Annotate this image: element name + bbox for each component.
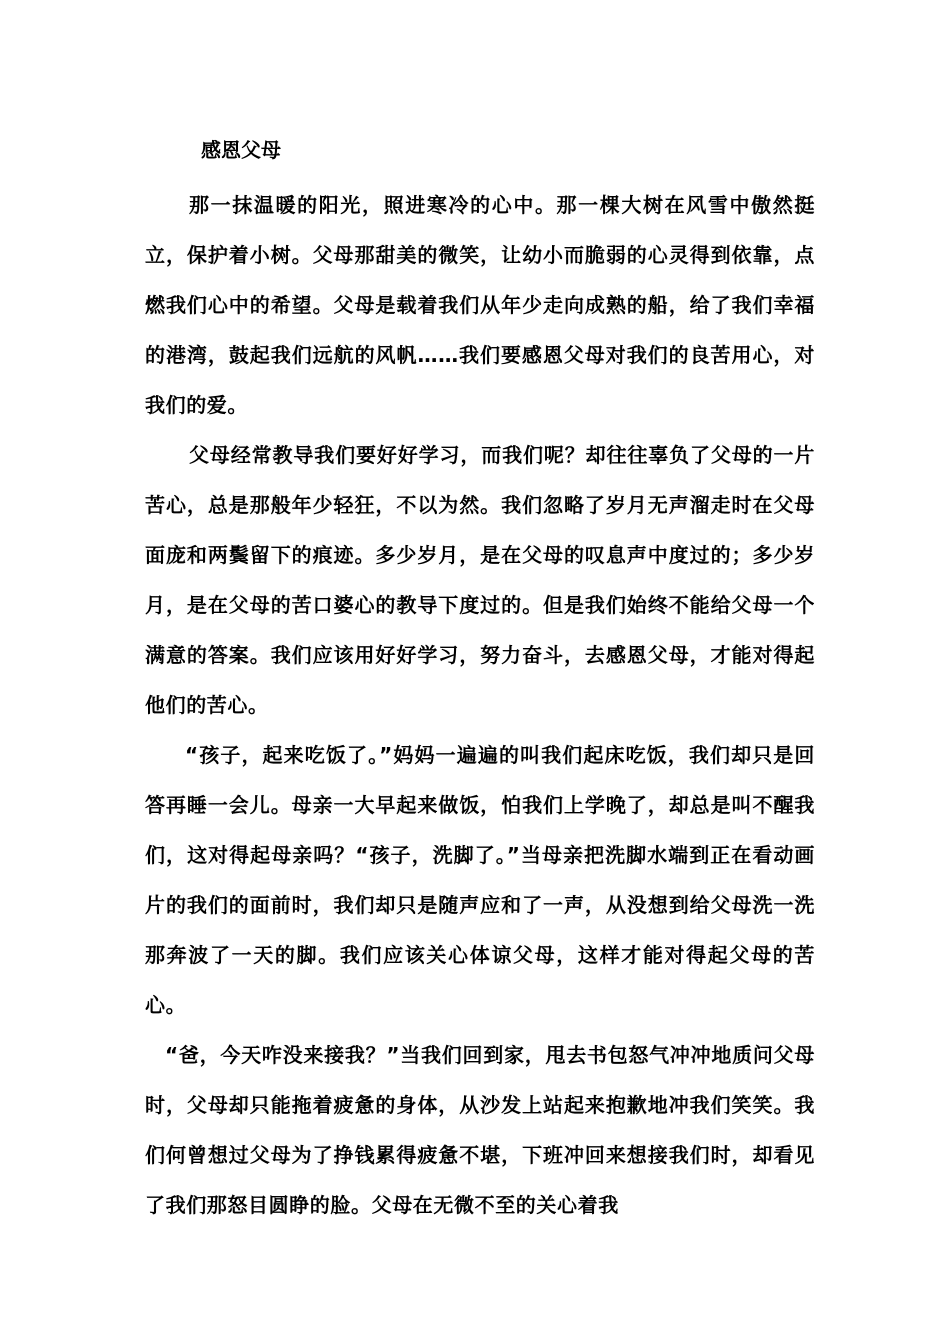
paragraph-3: “孩子，起来吃饭了。”妈妈一遍遍的叫我们起床吃饭，我们却只是回答再睡一会儿。母亲一大早起来做饭，怕我们上学晚了，却总是叫不醒我们，这对得起母亲吗？“孩子，洗脚了。”当母亲把洗脚水端到正在看动画片的我们的面前时，我们却只是随声应和了一声，从没想到给父母洗一洗那奔波了一天的脚。我们应该关心体谅父母，这样才能对得起父母的苦心。 bbox=[145, 743, 815, 1017]
paragraph-2: 父母经常教导我们要好好学习，而我们呢？却往往辜负了父母的一片苦心，总是那般年少轻狂，不以为然。我们忽略了岁月无声溜走时在父母面庞和两鬓留下的痕迹。多少岁月，是在父母的叹息声中度过的；多少岁月，是在父母的苦口婆心的教导下度过的。但是我们始终不能给父母一个满意的答案。我们应该用好好学习，努力奋斗，去感恩父母，才能对得起他们的苦心。 bbox=[145, 443, 815, 717]
paragraph-1: 那一抹温暖的阳光，照进寒冷的心中。那一棵大树在风雪中傲然挺立，保护着小树。父母那甜美的微笑，让幼小而脆弱的心灵得到依靠，点燃我们心中的希望。父母是载着我们从年少走向成熟的船，给了我们幸福的港湾，鼓起我们远航的风帆……我们要感恩父母对我们的良苦用心，对我们的爱。 bbox=[145, 193, 815, 417]
paragraph-4: “爸，今天咋没来接我？”当我们回到家，甩去书包怒气冲冲地质问父母时，父母却只能拖着疲惫的身体，从沙发上站起来抱歉地冲我们笑笑。我们何曾想过父母为了挣钱累得疲惫不堪，下班冲回来想接我们时，却看见了我们那怒目圆睁的脸。父母在无微不至的关心着我 bbox=[145, 1043, 815, 1217]
document-title: 感恩父母 bbox=[201, 138, 281, 162]
document-body bbox=[145, 180, 815, 1230]
